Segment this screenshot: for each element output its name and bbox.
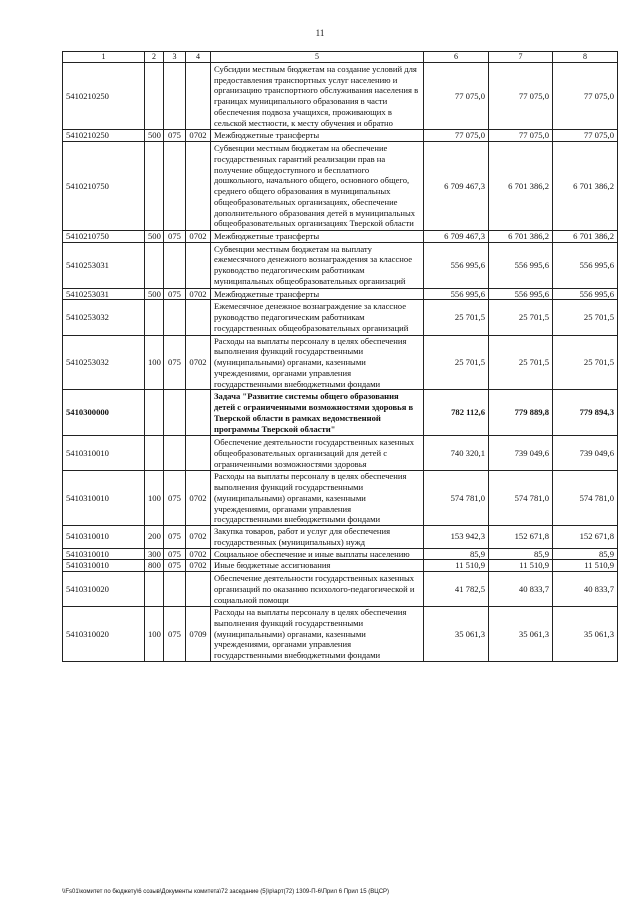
admin-code-cell: 075: [164, 130, 186, 142]
expense-type-cell: [145, 242, 164, 288]
amount-col8-cell: 779 894,3: [553, 390, 618, 436]
code-cell: 5410210250: [63, 130, 145, 142]
description-cell: Межбюджетные трансферты: [211, 231, 424, 243]
expense-type-cell: 800: [145, 560, 164, 572]
amount-col6-cell: 740 320,1: [424, 436, 489, 471]
admin-code-cell: 075: [164, 548, 186, 560]
description-cell: Расходы на выплаты персоналу в целях обеспечения выполнения функций государственными (муниципальными) органами, казенными учреждениями, органами управления государственными внебюджетными фондами: [211, 471, 424, 526]
table-row: [63, 436, 618, 471]
amount-col8-cell: 77 075,0: [553, 130, 618, 142]
amount-col8-cell: 6 701 386,2: [553, 142, 618, 231]
amount-col6-cell: 556 995,6: [424, 242, 489, 288]
table-row: [63, 560, 618, 572]
amount-col7-cell: 40 833,7: [489, 572, 553, 607]
amount-col7-cell: 25 701,5: [489, 335, 553, 390]
table-row: [63, 63, 618, 130]
description-cell: Межбюджетные трансферты: [211, 288, 424, 300]
amount-col7-cell: 574 781,0: [489, 471, 553, 526]
code-cell: 5410210750: [63, 142, 145, 231]
description-cell: Социальное обеспечение и иные выплаты населению: [211, 548, 424, 560]
code-cell: 5410253031: [63, 242, 145, 288]
table-row: [63, 242, 618, 288]
amount-col6-cell: 153 942,3: [424, 526, 489, 548]
admin-code-cell: 075: [164, 335, 186, 390]
page-number: 11: [315, 28, 325, 38]
admin-code-cell: [164, 436, 186, 471]
expense-type-cell: [145, 142, 164, 231]
expense-type-cell: 100: [145, 471, 164, 526]
amount-col6-cell: 11 510,9: [424, 560, 489, 572]
code-cell: 5410310010: [63, 436, 145, 471]
expense-type-cell: [145, 572, 164, 607]
amount-col8-cell: 152 671,8: [553, 526, 618, 548]
amount-col6-cell: 782 112,6: [424, 390, 489, 436]
section-cell: 0702: [186, 526, 211, 548]
table-row: [63, 288, 618, 300]
table-header-row: [63, 52, 618, 63]
section-cell: [186, 300, 211, 335]
description-cell: Закупка товаров, работ и услуг для обеспечения государственных (муниципальных) нужд: [211, 526, 424, 548]
table-row: [63, 526, 618, 548]
expense-type-cell: 100: [145, 607, 164, 662]
expense-type-cell: 500: [145, 288, 164, 300]
section-cell: [186, 436, 211, 471]
amount-col7-cell: 25 701,5: [489, 300, 553, 335]
section-cell: 0702: [186, 288, 211, 300]
amount-col7-cell: 85,9: [489, 548, 553, 560]
amount-col8-cell: 77 075,0: [553, 63, 618, 130]
section-cell: 0702: [186, 548, 211, 560]
description-cell: Субсидии местным бюджетам на создание условий для предоставления транспортных услуг населению и организацию транспортного обслуживания населения в границах муниципального образования в части обеспечения подвоза учащихся, проживающих в сельской местности, к месту обучения и обратно: [211, 63, 424, 130]
expense-type-cell: 100: [145, 335, 164, 390]
description-cell: Обеспечение деятельности государственных казенных организаций по оказанию психолого-педагогической и социальной помощи: [211, 572, 424, 607]
amount-col6-cell: 556 995,6: [424, 288, 489, 300]
amount-col7-cell: 6 701 386,2: [489, 231, 553, 243]
admin-code-cell: 075: [164, 471, 186, 526]
admin-code-cell: [164, 390, 186, 436]
table-row: [63, 142, 618, 231]
admin-code-cell: 075: [164, 607, 186, 662]
section-cell: [186, 242, 211, 288]
amount-col7-cell: 779 889,8: [489, 390, 553, 436]
amount-col6-cell: 77 075,0: [424, 63, 489, 130]
header-cell: 1: [63, 52, 145, 63]
description-cell: Задача "Развитие системы общего образования детей с ограниченными возможностями здоровья в Тверской области в рамках ведомственной программы Тверской области": [211, 390, 424, 436]
header-cell: 3: [164, 52, 186, 63]
amount-col8-cell: 556 995,6: [553, 242, 618, 288]
amount-col6-cell: 25 701,5: [424, 335, 489, 390]
code-cell: 5410310020: [63, 607, 145, 662]
amount-col7-cell: 556 995,6: [489, 288, 553, 300]
admin-code-cell: [164, 142, 186, 231]
section-cell: 0702: [186, 471, 211, 526]
admin-code-cell: [164, 242, 186, 288]
table-row: [63, 130, 618, 142]
expense-type-cell: 500: [145, 130, 164, 142]
amount-col7-cell: 556 995,6: [489, 242, 553, 288]
amount-col6-cell: 574 781,0: [424, 471, 489, 526]
expense-type-cell: 200: [145, 526, 164, 548]
amount-col7-cell: 35 061,3: [489, 607, 553, 662]
description-cell: Обеспечение деятельности государственных казенных общеобразовательных организаций для детей с ограниченными возможностями здоровья: [211, 436, 424, 471]
amount-col6-cell: 85,9: [424, 548, 489, 560]
expense-type-cell: 500: [145, 231, 164, 243]
code-cell: 5410310010: [63, 526, 145, 548]
admin-code-cell: 075: [164, 560, 186, 572]
header-cell: 5: [211, 52, 424, 63]
section-cell: 0702: [186, 560, 211, 572]
description-cell: Иные бюджетные ассигнования: [211, 560, 424, 572]
amount-col7-cell: 77 075,0: [489, 130, 553, 142]
amount-col6-cell: 6 709 467,3: [424, 231, 489, 243]
description-cell: Ежемесячное денежное вознаграждение за классное руководство педагогическим работникам государственных общеобразовательных организаций: [211, 300, 424, 335]
section-cell: [186, 572, 211, 607]
amount-col6-cell: 77 075,0: [424, 130, 489, 142]
expense-type-cell: [145, 390, 164, 436]
amount-col8-cell: 739 049,6: [553, 436, 618, 471]
code-cell: 5410210750: [63, 231, 145, 243]
table-row: [63, 300, 618, 335]
section-cell: [186, 390, 211, 436]
header-cell: 6: [424, 52, 489, 63]
code-cell: 5410310010: [63, 471, 145, 526]
amount-col8-cell: 574 781,0: [553, 471, 618, 526]
amount-col6-cell: 25 701,5: [424, 300, 489, 335]
header-cell: 2: [145, 52, 164, 63]
amount-col8-cell: 35 061,3: [553, 607, 618, 662]
expense-type-cell: 300: [145, 548, 164, 560]
amount-col8-cell: 40 833,7: [553, 572, 618, 607]
table-row: [63, 607, 618, 662]
section-cell: 0702: [186, 231, 211, 243]
amount-col6-cell: 35 061,3: [424, 607, 489, 662]
table-row: [63, 231, 618, 243]
section-cell: [186, 63, 211, 130]
code-cell: 5410253032: [63, 335, 145, 390]
table-row: [63, 390, 618, 436]
amount-col6-cell: 41 782,5: [424, 572, 489, 607]
amount-col7-cell: 739 049,6: [489, 436, 553, 471]
file-path-footer: \\Fs01\комитет по бюджету\6 созыв\Документы комитета\72 заседание (5)\р\арт(72) 1309-П-6\Прил 6 Прил 15 (ВЦСР): [62, 889, 390, 895]
description-cell: Расходы на выплаты персоналу в целях обеспечения выполнения функций государственными (муниципальными) органами, казенными учреждениями, органами управления государственными внебюджетными фондами: [211, 607, 424, 662]
budget-table: [62, 51, 618, 662]
admin-code-cell: 075: [164, 231, 186, 243]
description-cell: Субвенции местным бюджетам на выплату ежемесячного денежного вознаграждения за классное руководство педагогическим работникам муниципальных общеобразовательных организаций: [211, 242, 424, 288]
amount-col8-cell: 11 510,9: [553, 560, 618, 572]
code-cell: 5410310010: [63, 560, 145, 572]
admin-code-cell: [164, 572, 186, 607]
admin-code-cell: [164, 300, 186, 335]
table-row: [63, 572, 618, 607]
amount-col6-cell: 6 709 467,3: [424, 142, 489, 231]
amount-col7-cell: 77 075,0: [489, 63, 553, 130]
amount-col8-cell: 556 995,6: [553, 288, 618, 300]
code-cell: 5410300000: [63, 390, 145, 436]
description-cell: Субвенции местным бюджетам на обеспечение государственных гарантий реализации прав на получение общедоступного и бесплатного дошкольного, начального общего, основного общего, среднего общего образования в муниципальных общеобразовательных организациях, обеспечение дополнительного образования детей в муниципальных общеобразовательных организациях Тверской области: [211, 142, 424, 231]
amount-col8-cell: 6 701 386,2: [553, 231, 618, 243]
section-cell: 0709: [186, 607, 211, 662]
table-row: [63, 471, 618, 526]
header-cell: 4: [186, 52, 211, 63]
amount-col8-cell: 25 701,5: [553, 300, 618, 335]
section-cell: 0702: [186, 335, 211, 390]
expense-type-cell: [145, 300, 164, 335]
code-cell: 5410310020: [63, 572, 145, 607]
amount-col7-cell: 6 701 386,2: [489, 142, 553, 231]
table-row: [63, 548, 618, 560]
section-cell: 0702: [186, 130, 211, 142]
section-cell: [186, 142, 211, 231]
description-cell: Межбюджетные трансферты: [211, 130, 424, 142]
table-row: [63, 335, 618, 390]
amount-col7-cell: 152 671,8: [489, 526, 553, 548]
code-cell: 5410310010: [63, 548, 145, 560]
admin-code-cell: 075: [164, 288, 186, 300]
code-cell: 5410253032: [63, 300, 145, 335]
admin-code-cell: 075: [164, 526, 186, 548]
header-cell: 7: [489, 52, 553, 63]
description-cell: Расходы на выплаты персоналу в целях обеспечения выполнения функций государственными (муниципальными) органами, казенными учреждениями, органами управления государственными внебюджетными фондами: [211, 335, 424, 390]
amount-col8-cell: 25 701,5: [553, 335, 618, 390]
amount-col7-cell: 11 510,9: [489, 560, 553, 572]
header-cell: 8: [553, 52, 618, 63]
code-cell: 5410210250: [63, 63, 145, 130]
code-cell: 5410253031: [63, 288, 145, 300]
amount-col8-cell: 85,9: [553, 548, 618, 560]
admin-code-cell: [164, 63, 186, 130]
expense-type-cell: [145, 436, 164, 471]
expense-type-cell: [145, 63, 164, 130]
